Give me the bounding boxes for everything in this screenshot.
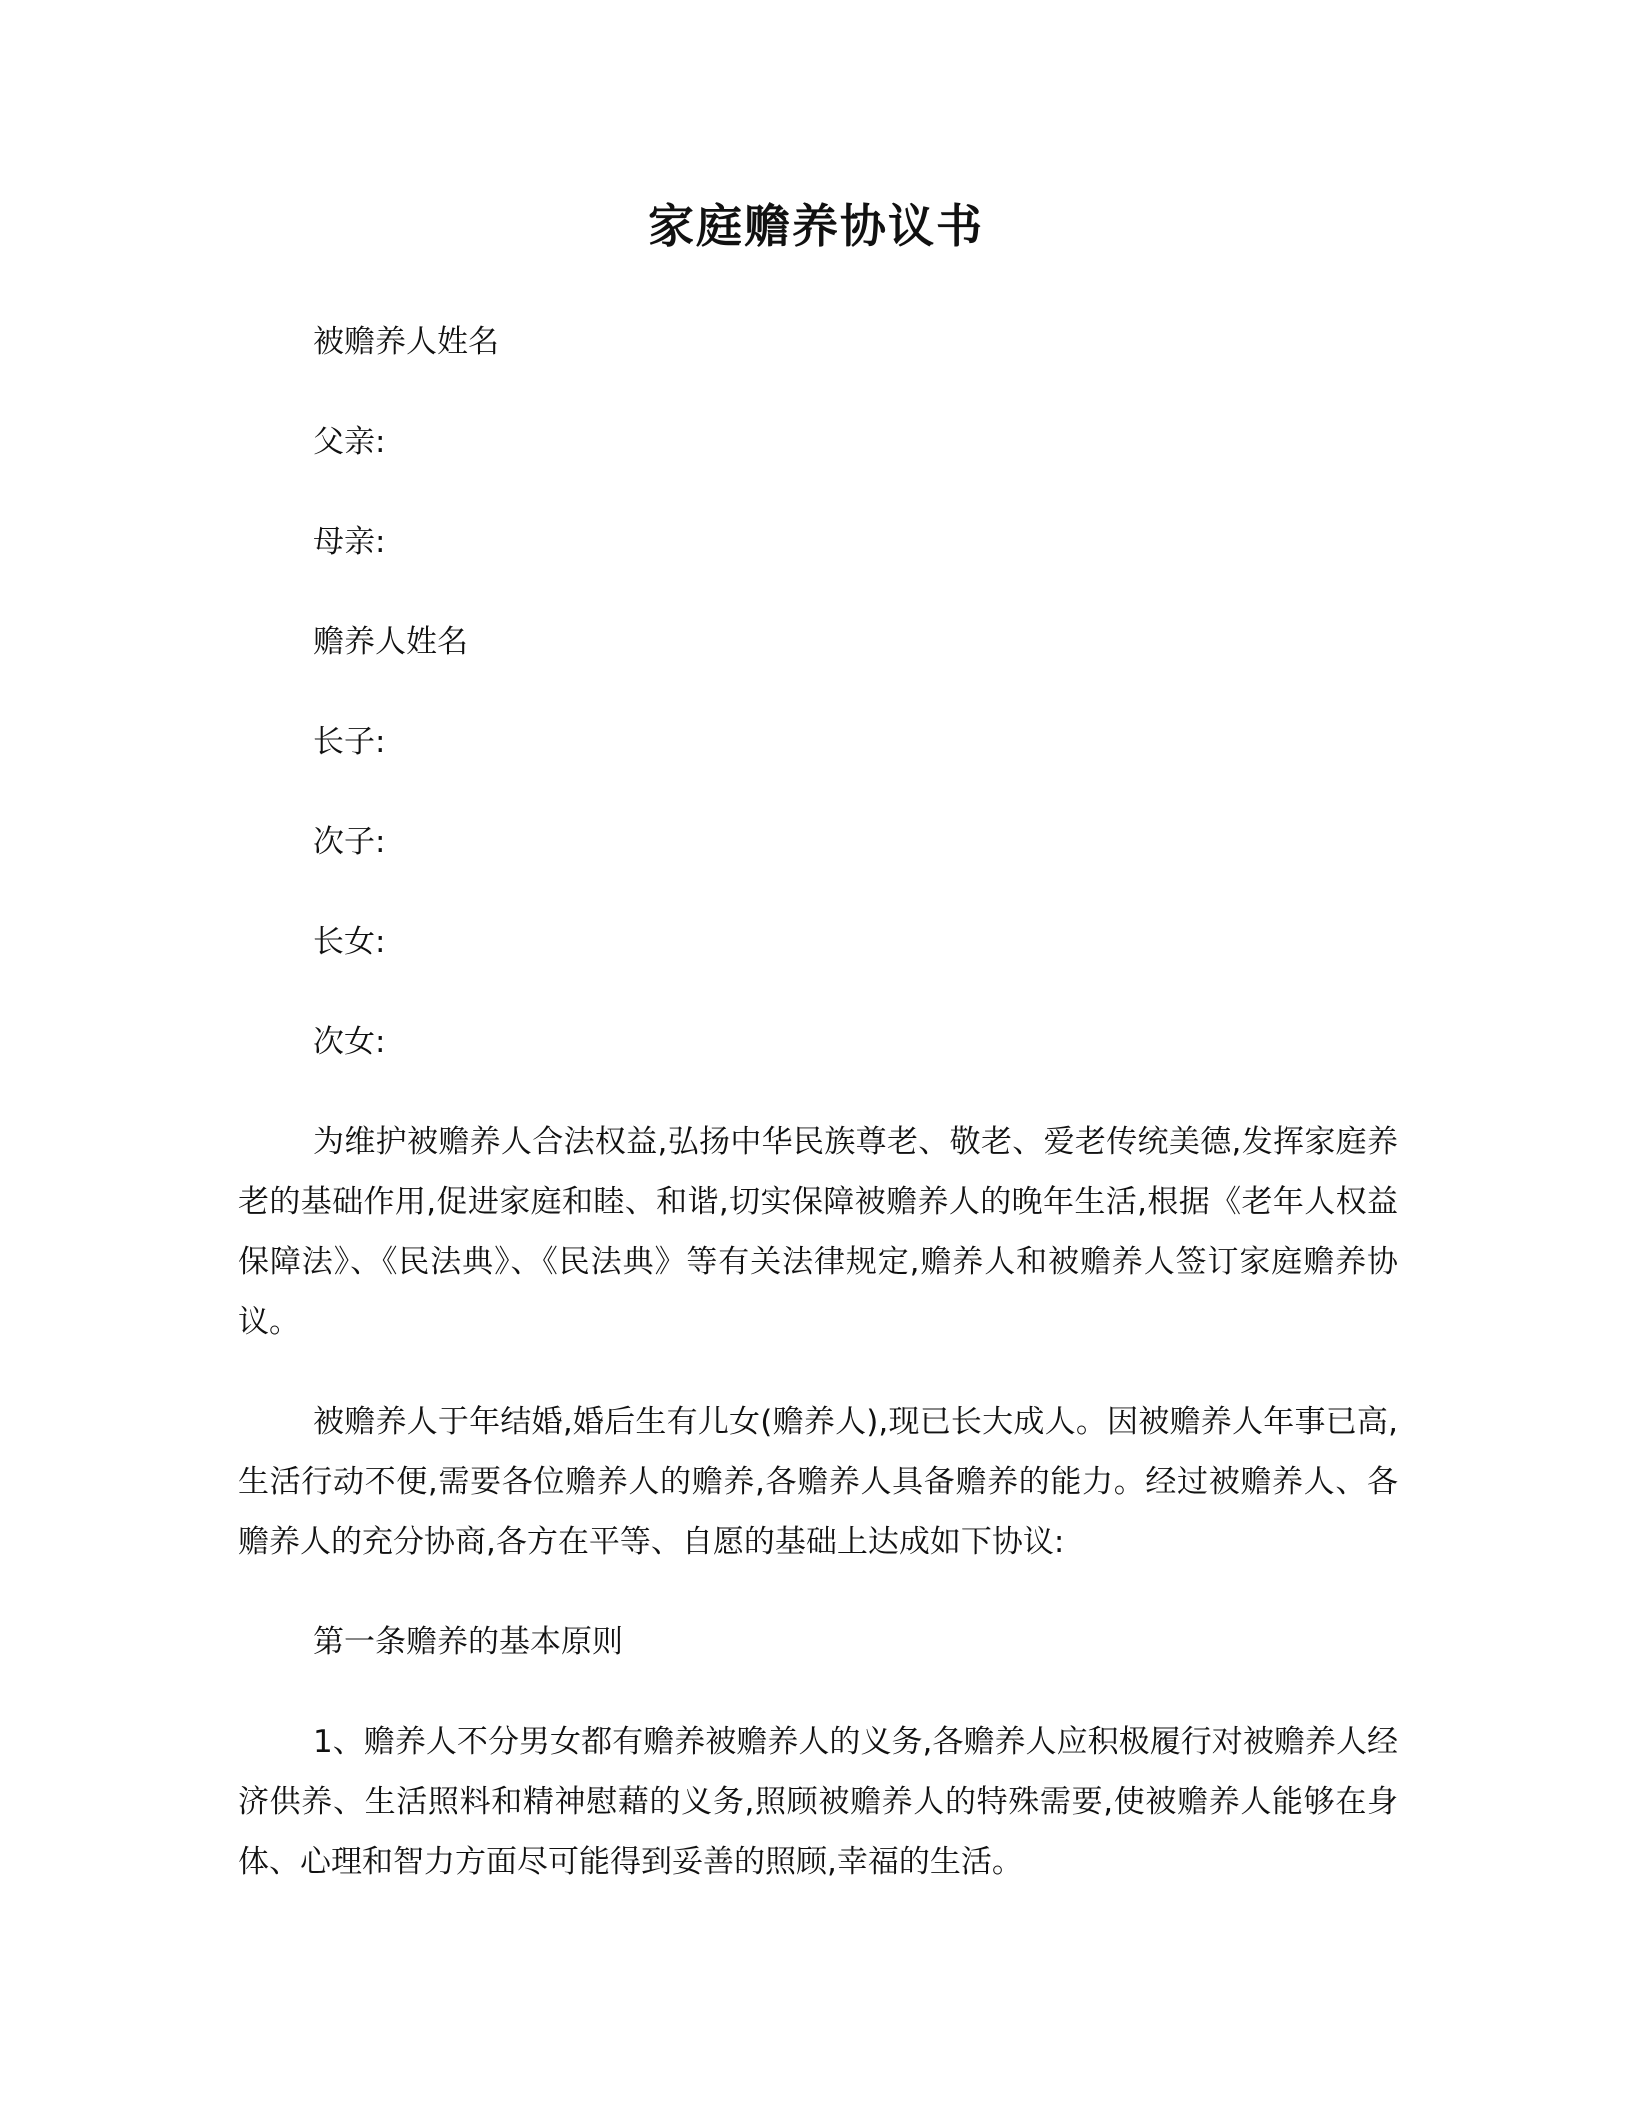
article1-heading: 第一条赡养的基本原则	[313, 1624, 623, 1660]
second-daughter-label: 次女:	[313, 1024, 386, 1060]
supporter-name-heading: 赡养人姓名	[313, 624, 468, 660]
dependent-name-heading: 被赡养人姓名	[313, 324, 499, 360]
mother-label: 母亲:	[313, 524, 386, 560]
background-paragraph: 被赡养人于年结婚,婚后生有儿女(赡养人),现已长大成人。因被赡养人年事已高,生活行动不便,需要各位赡养人的赡养,各赡养人具备赡养的能力。经过被赡养人、各赡养人的充分协商,各方在平等、自愿的基础上达成如下协议:	[238, 1404, 1398, 1560]
eldest-son-label: 长子:	[313, 724, 386, 760]
preamble-paragraph: 为维护被赡养人合法权益,弘扬中华民族尊老、敬老、爱老传统美德,发挥家庭养老的基础作用,促进家庭和睦、和谐,切实保障被赡养人的晚年生活,根据《老年人权益保障法》、《民法典》、《民法典》等有关法律规定,赡养人和被赡养人签订家庭赡养协议。	[238, 1124, 1398, 1340]
father-label: 父亲:	[313, 424, 386, 460]
eldest-daughter-label: 长女:	[313, 924, 386, 960]
second-son-label: 次子:	[313, 824, 386, 860]
article1-item1-paragraph: 1、赡养人不分男女都有赡养被赡养人的义务,各赡养人应积极履行对被赡养人经济供养、生活照料和精神慰藉的义务,照顾被赡养人的特殊需要,使被赡养人能够在身体、心理和智力方面尽可能得到妥善的照顾,幸福的生活。	[238, 1724, 1398, 1880]
document-title: 家庭赡养协议书	[648, 199, 984, 253]
